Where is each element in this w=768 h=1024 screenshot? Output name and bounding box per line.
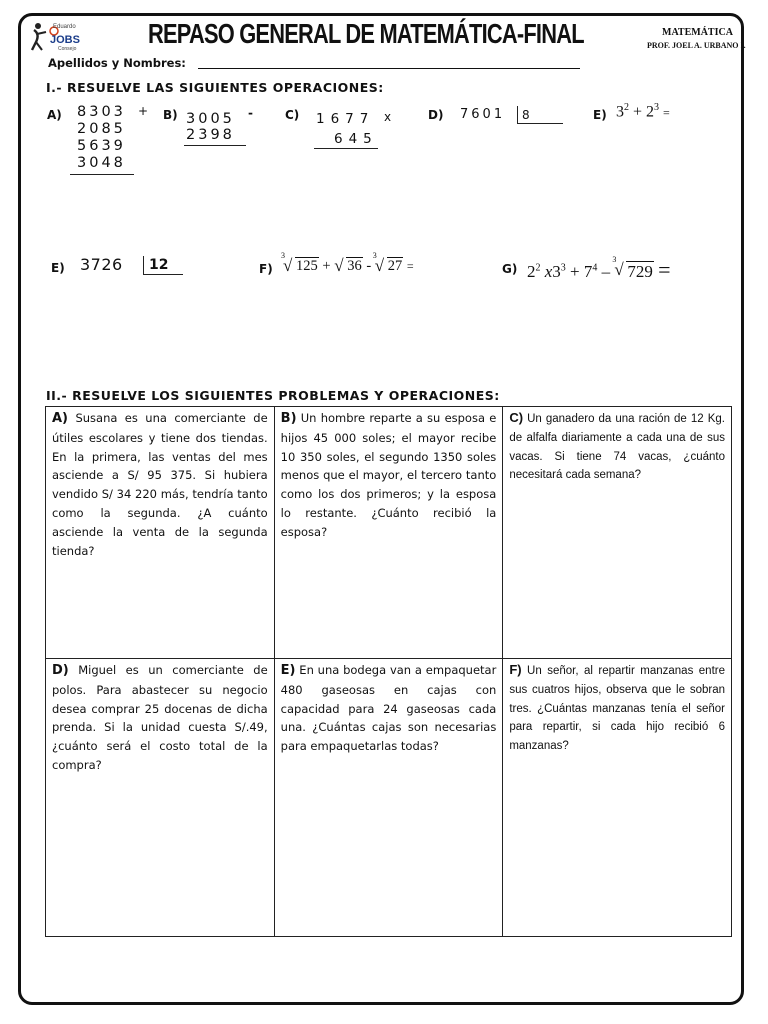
- name-field-line[interactable]: [198, 68, 580, 69]
- logo-caption-top: Eduardo: [53, 24, 76, 30]
- op-e2-divisor: 12: [149, 257, 169, 273]
- op-c-result-line: [314, 148, 378, 149]
- op-b-row-1: 3005: [186, 111, 235, 127]
- op-a-row-4: 3048: [77, 155, 126, 171]
- problem-b-label: B): [280, 411, 297, 426]
- op-b-sign: -: [248, 106, 253, 120]
- problem-d-label: D): [52, 663, 69, 678]
- op-e2-division-bar: [143, 256, 144, 275]
- problem-a-label: A): [52, 411, 69, 426]
- op-f-expression: 3 √ 125 + √ 36 - 3 √ 27 =: [281, 251, 414, 275]
- op-a-row-1: 8303: [77, 104, 126, 120]
- teacher-label: PROF. JOEL A. URBANO I.: [647, 41, 746, 50]
- problem-e-label: E): [280, 663, 296, 678]
- op-c-row-2: 645: [334, 131, 378, 147]
- op-a-label: A): [47, 108, 62, 122]
- op-b-label: B): [163, 108, 178, 122]
- problem-c[interactable]: [503, 407, 732, 659]
- name-field-label: Apellidos y Nombres:: [48, 56, 186, 70]
- section-2-title: II.- RESUELVE LOS SIGUIENTES PROBLEMAS Y OPERACIONES:: [46, 388, 500, 403]
- op-a-row-2: 2085: [77, 121, 126, 137]
- logo-text: JOBS: [50, 34, 80, 46]
- op-b-result-line: [184, 145, 246, 146]
- op-e2-division-line: [143, 274, 183, 275]
- op-e2-dividend: 3726: [80, 255, 123, 274]
- op-c-sign: x: [384, 110, 392, 124]
- op-f-label: F): [259, 262, 273, 276]
- problem-d-text: Miguel es un comerciante de polos. Para abastecer su negocio desea comprar 25 docenas de dicha prenda. Si la unidad cuesta S/.49, ¿cuánto será el costo total de la compra?: [52, 663, 268, 772]
- problems-table: [45, 406, 732, 937]
- op-e1-label: E): [593, 108, 607, 122]
- problem-c-label: C): [509, 410, 524, 425]
- op-c-label: C): [285, 108, 300, 122]
- subject-label: MATEMÁTICA: [662, 27, 733, 38]
- op-g-expression: $2^2$ $x3^3 + 7^4$ – 3 √ 729 =: [527, 255, 671, 282]
- op-d-division-bar: [517, 106, 518, 124]
- op-a-row-3: 5639: [77, 138, 126, 154]
- problem-d[interactable]: [46, 659, 275, 937]
- op-b-row-2: 2398: [186, 127, 235, 143]
- logo-caption-bottom: Consejo: [58, 46, 77, 52]
- problem-b-text: Un hombre reparte a su esposa e hijos 45 000 soles; el mayor recibe 10 350 soles, el segundo 1350 soles menos que el mayor, el tercero tanto como los dos primeros; y la esposa lo restante. ¿Cuánto recibió la esposa?: [280, 411, 497, 539]
- op-d-divisor: 8: [522, 108, 533, 122]
- problem-f[interactable]: [503, 659, 732, 937]
- problem-c-text: Un ganadero da una ración de 12 Kg. de alfalfa diariamente a cada una de sus vacas. Si tiene 74 vacas, ¿cuánto necesitará cada semana?: [509, 413, 726, 482]
- op-d-label: D): [428, 108, 444, 122]
- problem-a-text: Susana es una comerciante de útiles escolares y tiene dos tiendas. En la primera, las ventas del mes asciende a S/ 95 375. Si hubiera vendido S/ 34 220 más, tendría tanto como la segunda. ¿A cuánto asciende la venta de la segunda tienda?: [52, 411, 268, 558]
- section-1-title: I.- RESUELVE LAS SIGUIENTES OPERACIONES:: [46, 80, 384, 95]
- op-a-sign: +: [138, 104, 149, 118]
- problem-e-text: En una bodega van a empaquetar 480 gaseosas en cajas con capacidad para 24 gaseosas cada una. ¿Cuántas cajas son necesarias para empaquetarlas todas?: [280, 663, 497, 754]
- problem-e[interactable]: [274, 659, 503, 937]
- problem-a[interactable]: [46, 407, 275, 659]
- op-d-dividend: 7601: [460, 107, 506, 122]
- op-g-label: G): [502, 262, 518, 276]
- op-a-result-line: [70, 174, 134, 175]
- op-c-row-1: 1677: [316, 111, 375, 127]
- problem-f-text: Un señor, al repartir manzanas entre sus cuatros hijos, observa que le sobran tres. ¿Cuántas manzanas tenía el señor para repartir, si cada hijo recibió 6 manzanas?: [509, 665, 725, 753]
- op-e1-expression: $3^2 + 2^3$ =: [616, 102, 670, 121]
- problem-b[interactable]: [274, 407, 503, 659]
- op-e2-label: E): [51, 261, 65, 275]
- page-title: REPASO GENERAL DE MATEMÁTICA-FINAL: [148, 18, 584, 49]
- problem-f-label: F): [509, 662, 522, 677]
- op-d-division-line: [517, 123, 563, 124]
